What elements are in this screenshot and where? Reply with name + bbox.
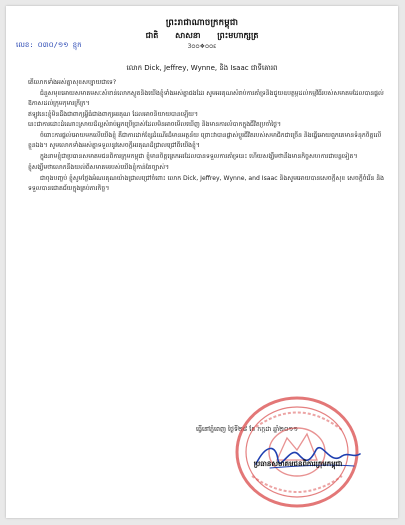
letter-page	[6, 6, 398, 518]
paragraph: ជំនួសមុខអោយសមាគមសៈសំខាន់លោកស្លូតនិងយើងខ្ញុំទាំងអស់គ្នាផងដែរ សូមអរគុណសំរាប់ការគាំទ្រនិងជួយឧបត្ថម្ភដល់កម្មវិធីរបស់សមាគមដែលបានផ្ដល់ឱកាសដល់ក្រុមកុមារក្រីក្រ។	[28, 90, 384, 108]
kingdom-heading: ព្រះរាជាណាចក្រកម្ពុជា	[165, 18, 239, 28]
ornament-divider: 3ᴑᴑ❖ᴑᴑε	[187, 43, 217, 50]
motto-religion: សាសនា	[175, 31, 201, 40]
motto-king: ព្រះមហាក្សត្រ	[217, 31, 259, 40]
date-line: ធ្វើនៅភ្នំពេញ ថ្ងៃទី២៨ ខែ កក្កដា ឆ្នាំ២០១១	[196, 426, 298, 433]
paragraph: ជាចុងបញ្ចប់ ខ្ញុំសូមថ្លែងអំណរគុណយ៉ាងជ្រាលជ្រៅចំពោះ លោក Dick, Jeffrey, Wynne, and Isaac និងសូមអោយបានសេចក្ដីសុខ សេចក្ដីចំរើន និងទទួលបានជោគជ័យក្នុងគ្រប់ភារកិច្ច។	[28, 174, 384, 193]
paragraph: ខ្ញុំសង្ឃឹមថាលោកនឹងយល់ពីសមាគមរបស់យើងខ្ញុំកាន់តែច្បាស់។	[28, 163, 170, 171]
paragraph: ចំពោះការផ្ដល់អោយមកលើយើងខ្ញុំ គឺជាការដាក់ខ្សែដំណើរដ៏មានអត្ថន័យ ព្រោះវាបានផ្លាស់ប្ដូរជីវិតរបស់សមាជិកជាច្រើន និងធ្វើអោយពួកគេមានទំនុកចិត្តលើខ្លួនឯង។ សូមលោកទាំងអស់គ្នាទទួលនូវសេចក្ដីអរគុណដ៏ជ្រាលជ្រៅពីយើងខ្ញុំ។	[28, 132, 382, 150]
salutation: លោក Dick, Jeffrey, Wynne, និង Isaac ជាទីគោរព	[126, 64, 278, 72]
paragraph: តើលោកទាំងអស់គ្នាសុខសប្បាយជាទេ?	[28, 79, 117, 86]
reference-number: លេខ: ០៣០/១១ ខ្មុក	[16, 41, 82, 49]
paragraph: នេះជាការដោះដំណោះស្រាយដ៏ល្អសំរាប់អ្នកប្រើប្រាស់ដែលមិនអាចមើលឃើញ និងមានការលំបាកក្នុងជីវិតប្រចាំថ្ងៃ។	[28, 120, 282, 128]
paragraph: ក្នុងនាមខ្ញុំជាប្រធានសមាគមជនពិការក្រុមកម្ពុជា ខ្ញុំមានចិត្តត្រេកអរដែលបានទទួលការគាំទ្រនេះ ហើយសង្ឃឹមថានឹងមានកិច្ចសហការជាបន្តទៀត។	[40, 153, 358, 161]
motto-nation: ជាតិ	[145, 31, 159, 40]
paragraph: ឥឡូវនេះខ្ញុំមិនដឹងជាពាក្យអ្វីធំជាងពាក្យអរគុណ ដែលអាចនិយាយបានឡើយ។	[28, 110, 198, 118]
handwritten-signature	[246, 436, 366, 476]
signer-title: ប្រធានសមាគមជនពិការក្រុមកម្ពុជា	[253, 460, 343, 468]
letter-body	[28, 78, 384, 194]
